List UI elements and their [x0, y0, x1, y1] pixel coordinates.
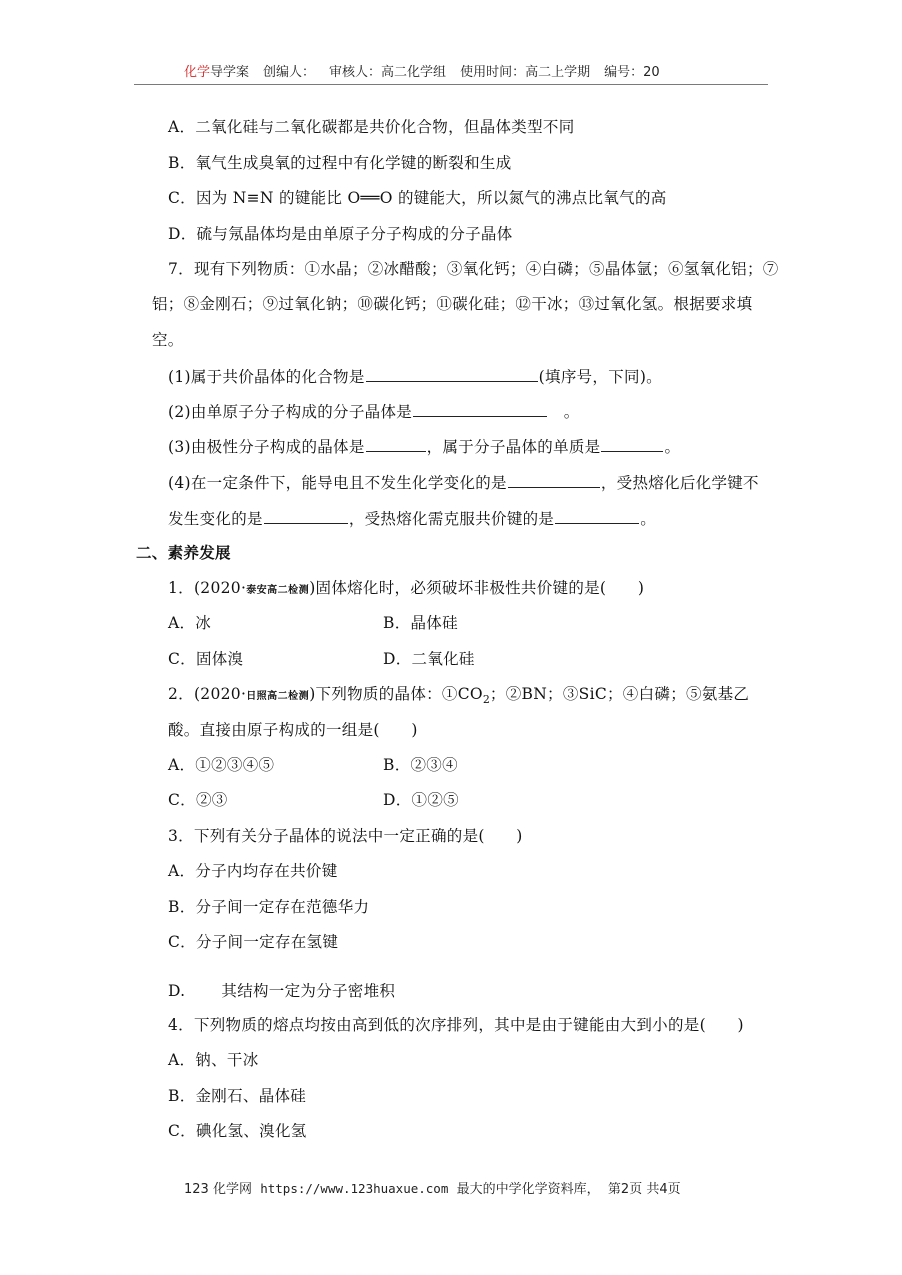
footer-page-number: 第2页 共4页: [607, 1182, 681, 1197]
s2-option-d: D．①②⑤: [383, 791, 459, 809]
header-number: 编号：20: [604, 65, 660, 80]
q6-option-d: D．硫与氖晶体均是由单原子分子构成的分子晶体: [168, 225, 513, 243]
q7-line-3: 空。: [152, 331, 184, 349]
s3-option-d-text: 其结构一定为分子密堆积: [221, 982, 396, 1000]
q7-part-4: [168, 472, 759, 493]
page-footer: [184, 1180, 681, 1199]
q7-part-3: [168, 436, 680, 457]
answer-blank[interactable]: [555, 508, 639, 524]
s2-source: 日照高二检测: [246, 691, 310, 702]
q7-part-1-suffix: (填序号，下同)。: [538, 368, 662, 386]
s2-option-a: A．①②③④⑤: [168, 756, 275, 774]
header-time: 使用时间：高二上学期: [460, 65, 591, 80]
q7-line-1: 7．现有下列物质：①水晶；②冰醋酸；③氧化钙；④白磷；⑤晶体氩；⑥氢氧化铝；⑦: [168, 260, 779, 278]
s1-option-d: D．二氧化硅: [383, 650, 475, 668]
q7-part-4-mid: ，受热熔化后化学键不: [600, 474, 759, 492]
q7-part-4-suffix: 。: [640, 510, 657, 528]
answer-blank[interactable]: [366, 436, 426, 452]
s4-question: 4．下列物质的熔点均按由高到低的次序排列，其中是由于键能由大到小的是( ): [168, 1016, 744, 1034]
s3-option-a: A．分子内均存在共价键: [168, 862, 338, 880]
header-author: 创编人：: [263, 65, 316, 80]
footer-site: 123 化学网: [184, 1182, 252, 1197]
header-brand-red: 化学: [184, 65, 211, 80]
answer-blank[interactable]: [508, 472, 600, 488]
s2-line-2: 酸。直接由原子构成的一组是( ): [168, 721, 418, 739]
q6-option-b: B．氧气生成臭氧的过程中有化学键的断裂和生成: [168, 154, 512, 172]
s3-question: 3．下列有关分子晶体的说法中一定正确的是( ): [168, 827, 523, 845]
s1-text: )固体熔化时，必须破坏非极性共价键的是( ): [309, 579, 645, 597]
q7-part-2-suffix: 。: [563, 403, 580, 421]
section-heading: 二、素养发展: [136, 544, 231, 562]
q7-part-2-text: (2)由单原子分子构成的分子晶体是: [168, 403, 413, 421]
s2-text-b: ；②BN；③SiC；④白磷；⑤氨基乙: [489, 685, 750, 703]
s4-option-c: C．碘化氢、溴化氢: [168, 1122, 307, 1140]
s3-option-b: B．分子间一定存在范德华力: [168, 898, 370, 916]
q7-part-3-suffix: 。: [664, 438, 681, 456]
q6-option-a: A．二氧化硅与二氧化碳都是共价化合物，但晶体类型不同: [168, 118, 575, 136]
s4-option-b: B．金刚石、晶体硅: [168, 1087, 307, 1105]
q7-part-4-text-2: 发生变化的是: [168, 510, 263, 528]
answer-blank[interactable]: [366, 366, 538, 382]
header-brand-rest: 导学案: [210, 65, 250, 80]
q6-option-c: C．因为 N≡N 的键能比 O══O 的键能大，所以氮气的沸点比氧气的高: [168, 189, 667, 207]
s1-number: 1．(2020·: [168, 579, 247, 597]
q7-part-3-text: (3)由极性分子构成的晶体是: [168, 438, 365, 456]
s4-option-a: A．钠、干冰: [168, 1051, 259, 1069]
s2-number: 2．(2020·: [168, 685, 247, 703]
s1-source: 泰安高二检测: [246, 585, 310, 596]
q7-part-3-mid: ，属于分子晶体的单质是: [426, 438, 601, 456]
s1-option-b: B．晶体硅: [383, 614, 458, 632]
s2-option-c: C．②③: [168, 791, 228, 809]
answer-blank[interactable]: [413, 401, 547, 417]
header-rule: [134, 84, 768, 85]
answer-blank[interactable]: [601, 436, 663, 452]
s1-option-c: C．固体溴: [168, 650, 244, 668]
s2-text-a: )下列物质的晶体：①CO: [309, 685, 483, 703]
q7-line-2: 铝；⑧金刚石；⑨过氧化钠；⑩碳化钙；⑪碳化硅；⑫干冰；⑬过氧化氢。根据要求填: [152, 295, 753, 313]
footer-url[interactable]: https://www.123huaxue.com: [260, 1181, 449, 1196]
s3-option-d: [168, 981, 395, 1001]
footer-desc: 最大的中学化学资料库，: [456, 1182, 600, 1197]
s2-option-b: B．②③④: [383, 756, 458, 774]
s1-question: [168, 578, 644, 601]
answer-blank[interactable]: [264, 508, 348, 524]
page-header: [184, 64, 660, 82]
q7-part-4-text: (4)在一定条件下，能导电且不发生化学变化的是: [168, 474, 507, 492]
s2-subscript: 2: [482, 693, 490, 707]
s3-option-c: C．分子间一定存在氢键: [168, 933, 339, 951]
s2-question: [168, 684, 749, 710]
q7-part-4-mid-2: ，受热熔化需克服共价键的是: [348, 510, 555, 528]
q7-part-1-text: (1)属于共价晶体的化合物是: [168, 368, 365, 386]
header-reviewer: 审核人：高二化学组: [329, 65, 447, 80]
s1-option-a: A．冰: [168, 614, 212, 632]
q7-part-4-cont: [168, 508, 656, 529]
q7-part-2: [168, 401, 580, 422]
q7-part-1: [168, 366, 662, 387]
s3-option-d-label: D.: [168, 982, 186, 1000]
